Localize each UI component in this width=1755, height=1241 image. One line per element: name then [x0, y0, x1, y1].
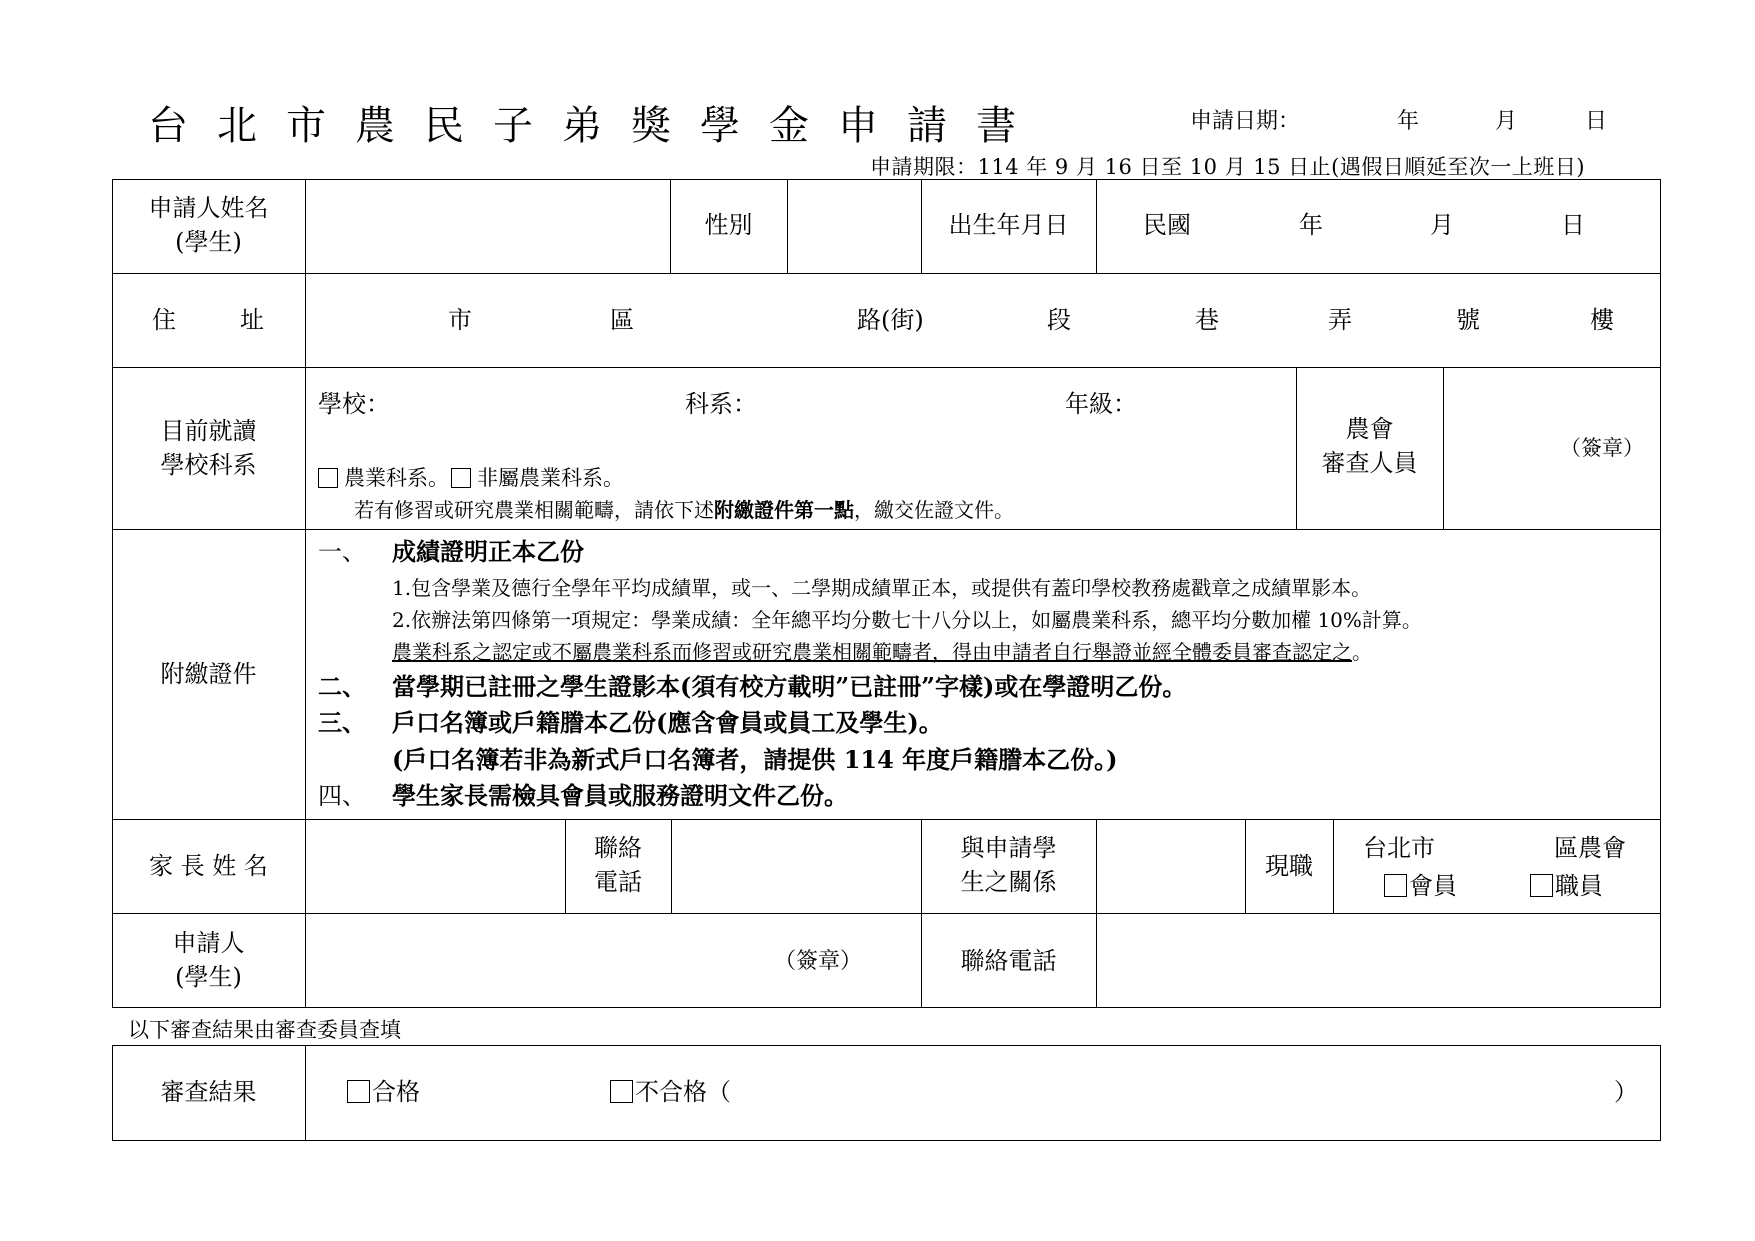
school-note-post: ，繳交佐證文件。: [854, 498, 1014, 522]
staff-label: 職員: [1555, 872, 1603, 900]
member-label: 會員: [1409, 872, 1457, 900]
address-district: 區: [610, 306, 634, 334]
applicant-phone-label: 聯絡電話: [960, 947, 1057, 975]
apply-date-label: 申請日期：: [1190, 109, 1301, 134]
reviewer-label-line2: 審查人員: [1321, 449, 1418, 477]
review-result-label: 審查結果: [160, 1078, 257, 1106]
member-checkbox[interactable]: [1384, 874, 1407, 897]
applicant-sign-label-line2: (學生): [175, 963, 242, 991]
address-road: 路(街): [857, 306, 924, 334]
school-note-bold: 附繳證件第一點: [714, 498, 854, 522]
address-city: 市: [448, 306, 472, 334]
attachments-label: 附繳證件: [160, 660, 257, 688]
school-note: [354, 493, 1014, 527]
parent-name-field[interactable]: [306, 820, 564, 913]
applicant-sign-label: [112, 926, 305, 994]
member-option: [1384, 869, 1457, 903]
attachment-num-3: 三、: [318, 708, 366, 737]
applicant-phone-field[interactable]: [1097, 914, 1660, 1007]
pass-label: 合格: [372, 1078, 420, 1106]
occupation-city: 台北市: [1363, 834, 1435, 862]
relationship-label-line2: 生之關係: [960, 868, 1057, 896]
apply-date-month: 月: [1495, 109, 1518, 134]
applicant-name-label-line1: 申請人姓名: [148, 194, 269, 222]
row-divider: [112, 367, 1661, 368]
occupation-label: 現職: [1265, 852, 1313, 880]
staff-checkbox[interactable]: [1530, 874, 1553, 897]
address-floor: 樓: [1590, 306, 1614, 334]
col-divider: [1333, 819, 1334, 913]
parent-phone-label-line2: 電話: [594, 868, 642, 896]
address-lane: 巷: [1195, 306, 1219, 334]
table-border-left: [112, 179, 113, 1008]
attachment-sub-3-end: 。: [1352, 640, 1372, 664]
review-border-right: [1660, 1045, 1661, 1141]
attachment-item-4: 學生家長需檢具會員或服務證明文件乙份。: [392, 781, 848, 810]
fail-label: 不合格（: [635, 1078, 731, 1106]
attachment-sub-3-underlined: 農業科系之認定或不屬農業科系而修習或研究農業相關範疇者，得由申請者自行舉證並經全體委員審查認定之: [392, 640, 1352, 664]
pass-checkbox[interactable]: [347, 1080, 370, 1103]
address-label-1: 住: [152, 306, 176, 334]
parent-phone-field[interactable]: [672, 820, 920, 913]
parent-phone-label-line1: 聯絡: [594, 834, 642, 862]
birthdate-roc: 民國: [1143, 211, 1191, 239]
attachment-sub-1: 1.包含學業及德行全學年平均成績單，或一、二學期成績單正本，或提供有蓋印學校教務處戳章之成績單影本。: [392, 576, 1372, 600]
agri-dept-checkbox[interactable]: [318, 468, 338, 488]
reviewer-sign-label: （簽章）: [1560, 436, 1644, 460]
fail-reason-close: ）: [1614, 1078, 1638, 1106]
parent-phone-label: [565, 831, 671, 899]
review-border-top: [112, 1045, 1661, 1046]
school-note-pre: 若有修習或研究農業相關範疇，請依下述: [354, 498, 714, 522]
attachment-sub-2: 2.依辦法第四條第一項規定：學業成績：全年總平均分數七十八分以上，如屬農業科系，總平均分數加權 10%計算。: [392, 608, 1422, 632]
application-period: 申請期限：114 年 9 月 16 日至 10 月 15 日止(遇假日順延至次一上班日): [870, 155, 1586, 179]
birthdate-year: 年: [1299, 211, 1323, 239]
gender-field[interactable]: [788, 179, 920, 273]
address-label-2: 址: [240, 306, 264, 334]
grade-label: 年級：: [1065, 390, 1137, 418]
reviewer-label-line1: 農會: [1345, 415, 1394, 443]
address-number: 號: [1456, 306, 1480, 334]
attachment-num-1: 一、: [318, 538, 366, 566]
review-table: [112, 1045, 1661, 1141]
table-border-bottom: [112, 1007, 1661, 1008]
department-type-options: [318, 461, 624, 495]
school-name-label: 學校：: [318, 390, 390, 418]
staff-option: [1530, 869, 1603, 903]
address-section: 段: [1047, 306, 1071, 334]
reviewer-label: [1296, 412, 1443, 480]
applicant-sign-note: （簽章）: [774, 949, 863, 974]
address-alley: 弄: [1328, 306, 1352, 334]
table-border-right: [1660, 179, 1661, 1008]
attachment-item-3: 戶口名簿或戶籍謄本乙份(應含會員或員工及學生)。: [392, 708, 943, 737]
birthdate-label: 出生年月日: [948, 211, 1069, 239]
school-label-line2: 學校科系: [160, 451, 257, 479]
birthdate-month: 月: [1430, 211, 1454, 239]
birthdate-day: 日: [1561, 211, 1585, 239]
attachment-num-4: 四、: [318, 782, 366, 810]
non-agri-dept-checkbox[interactable]: [451, 468, 471, 488]
relationship-field[interactable]: [1097, 820, 1244, 913]
attachment-num-2: 二、: [318, 672, 366, 701]
department-label: 科系：: [685, 390, 757, 418]
applicant-name-field[interactable]: [306, 179, 669, 273]
attachment-sub-3: [392, 635, 1372, 669]
review-note: 以下審查結果由審查委員查填: [128, 1018, 401, 1042]
relationship-label: [921, 831, 1096, 899]
attachment-item-2: 當學期已註冊之學生證影本(須有校方載明”已註冊”字樣)或在學證明乙份。: [392, 672, 1187, 701]
row-divider: [112, 529, 1661, 530]
col-divider: [1443, 367, 1444, 529]
col-divider: [1096, 179, 1097, 273]
review-border-bottom: [112, 1140, 1661, 1141]
non-agri-dept-label: 非屬農業科系。: [477, 466, 624, 490]
attachment-item-3-note: (戶口名簿若非為新式戶口名簿者，請提供 114 年度戶籍謄本乙份。): [392, 745, 1118, 774]
gender-label: 性別: [704, 211, 753, 239]
applicant-name-label: [112, 191, 305, 259]
apply-date-day: 日: [1585, 109, 1608, 134]
row-divider: [112, 273, 1661, 274]
applicant-sign-label-line1: 申請人: [172, 929, 245, 957]
occupation-association: 區農會: [1554, 834, 1626, 862]
applicant-name-label-line2: (學生): [175, 228, 242, 256]
school-label-line1: 目前就讀: [160, 417, 257, 445]
review-pass-option: [347, 1075, 420, 1109]
apply-date-year: 年: [1397, 109, 1420, 134]
attachment-item-1: 成績證明正本乙份: [392, 537, 584, 566]
parent-name-label: 家 長 姓 名: [149, 852, 268, 880]
review-column-divider: [305, 1045, 306, 1141]
application-table: [112, 179, 1661, 1008]
form-title: 台北市農民子弟獎學金申請書: [148, 103, 1045, 149]
review-fail-option: [610, 1075, 731, 1109]
school-label: [112, 414, 305, 482]
relationship-label-line1: 與申請學: [960, 834, 1057, 862]
agri-dept-label: 農業科系。: [344, 466, 449, 490]
fail-checkbox[interactable]: [610, 1080, 633, 1103]
